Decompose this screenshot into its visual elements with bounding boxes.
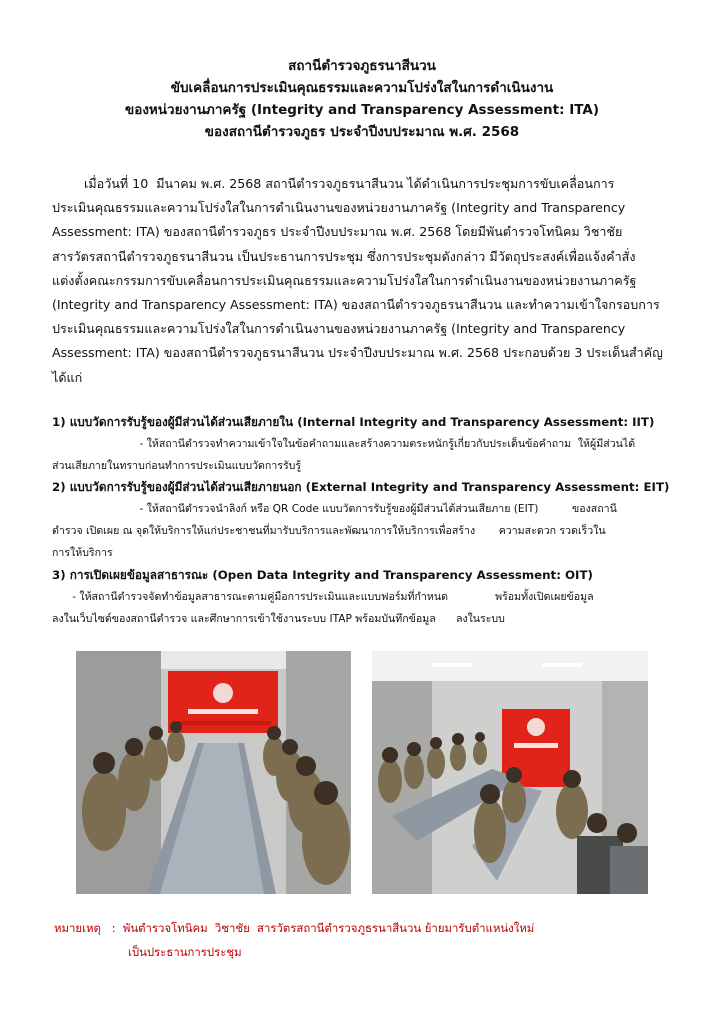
meeting-photo-left xyxy=(76,651,351,894)
section-line: - ให้สถานีตำรวจนำลิงก์ หรือ QR Code แบบวัดการรับรู้ของผู้มีส่วนได้ส่วนเสียภาย (EIT) ของสถานี xyxy=(52,503,617,515)
section-line: ลงในเว็บไซต์ของสถานีตำรวจ และศึกษาการเข้าใช้งานระบบ ITAP พร้อมบันทึกข้อมูล ลงในระบบ xyxy=(52,613,505,625)
note-line-2: เป็นประธานการประชุม xyxy=(128,945,242,959)
title-line-3: ของหน่วยงานภาครัฐ (Integrity and Transparency Assessment: ITA) xyxy=(124,102,600,118)
section-heading: 2) แบบวัดการรับรู้ของผู้มีส่วนได้ส่วนเสียภายนอก (External Integrity and Transparency Assessment: EIT) xyxy=(52,480,670,494)
meeting-photo-icon xyxy=(76,651,351,894)
section-line: ส่วนเสียภายในทราบก่อนทำการประเมินแบบวัดการรับรู้ xyxy=(52,460,302,472)
section-eit xyxy=(52,477,682,564)
intro-line: (Integrity and Transparency Assessment: ITA) ของสถานีตำรวจภูธรนาสีนวน และทำความเข้าใจกรอบการ xyxy=(52,297,660,313)
section-body xyxy=(52,498,682,564)
meeting-photo-icon xyxy=(372,651,648,894)
section-oit xyxy=(52,565,682,630)
section-line: ตำรวจ เปิดเผย ณ จุดให้บริการให้แก่ประชาชนที่มารับบริการและพัฒนาการให้บริการเพื่อสร้าง ความสะดวก รวดเร็วใน xyxy=(52,525,606,537)
section-heading: 1) แบบวัดการรับรู้ของผู้มีส่วนได้ส่วนเสียภายใน (Internal Integrity and Transparency Assessment: IIT) xyxy=(52,415,655,429)
intro-line: สารวัตรสถานีตำรวจภูธรนาสีนวน เป็นประธานการประชุม ซึ่งการประชุมดังกล่าว มีวัตถุประสงค์เพื่อแจ้งคำสั่ง xyxy=(52,248,636,264)
intro-line: แต่งตั้งคณะกรรมการขับเคลื่อนการประเมินคุณธรรมและความโปร่งใสในการดำเนินงานของหน่วยงานภาครัฐ xyxy=(52,272,637,288)
intro-line: เมื่อวันที่ 10 มีนาคม พ.ศ. 2568 สถานีตำรวจภูธรนาสีนวน ได้ดำเนินการประชุมการขับเคลื่อนการ xyxy=(52,176,615,191)
remark-note xyxy=(54,916,534,964)
note-line-1: หมายเหตุ : พันตำรวจโทนิคม วิชาชัย สารวัตรสถานีตำรวจภูธรนาสีนวน ย้ายมารับตำแหน่งใหม่ xyxy=(54,921,535,935)
meeting-photo-right xyxy=(372,651,648,894)
document-title xyxy=(0,55,724,143)
title-line-1: สถานีตำรวจภูธรนาสีนวน xyxy=(288,58,436,74)
title-line-4: ของสถานีตำรวจภูธร ประจำปีงบประมาณ พ.ศ. 2568 xyxy=(204,124,520,140)
intro-paragraph xyxy=(52,172,676,390)
intro-line: ประเมินคุณธรรมและความโปร่งใสในการดำเนินงานของหน่วยงานภาครัฐ (Integrity and Transparency xyxy=(52,200,626,216)
intro-line: ได้แก่ xyxy=(52,369,83,385)
section-line: การให้บริการ xyxy=(52,547,113,559)
intro-line: ประเมินคุณธรรมและความโปร่งใสในการดำเนินงานของหน่วยงานภาครัฐ (Integrity and Transparency xyxy=(52,321,626,337)
title-line-2: ขับเคลื่อนการประเมินคุณธรรมและความโปร่งใสในการดำเนินงาน xyxy=(170,80,554,96)
section-heading: 3) การเปิดเผยข้อมูลสาธารณะ (Open Data Integrity and Transparency Assessment: OIT) xyxy=(52,568,593,582)
intro-line: Assessment: ITA) ของสถานีตำรวจภูธรนาสีนวน ประจำปีงบประมาณ พ.ศ. 2568 ประกอบด้วย 3 ประเด็นสำคัญ xyxy=(52,345,663,361)
section-body xyxy=(52,586,682,630)
section-body xyxy=(52,433,682,477)
section-iit xyxy=(52,412,682,477)
section-line: - ให้สถานีตำรวจจัดทำข้อมูลสาธารณะตามคู่มือการประเมินและแบบฟอร์มที่กำหนด พร้อมทั้งเปิดเผยข้อมูล xyxy=(52,591,594,603)
intro-line: Assessment: ITA) ของสถานีตำรวจภูธร ประจำปีงบประมาณ พ.ศ. 2568 โดยมีพันตำรวจโทนิคม วิชาชัย xyxy=(52,224,623,240)
section-line: - ให้สถานีตำรวจทำความเข้าใจในข้อคำถามและสร้างความตระหนักรู้เกี่ยวกับประเด็นข้อคำถาม ให้ผู้มีส่วนได้ xyxy=(52,438,636,450)
